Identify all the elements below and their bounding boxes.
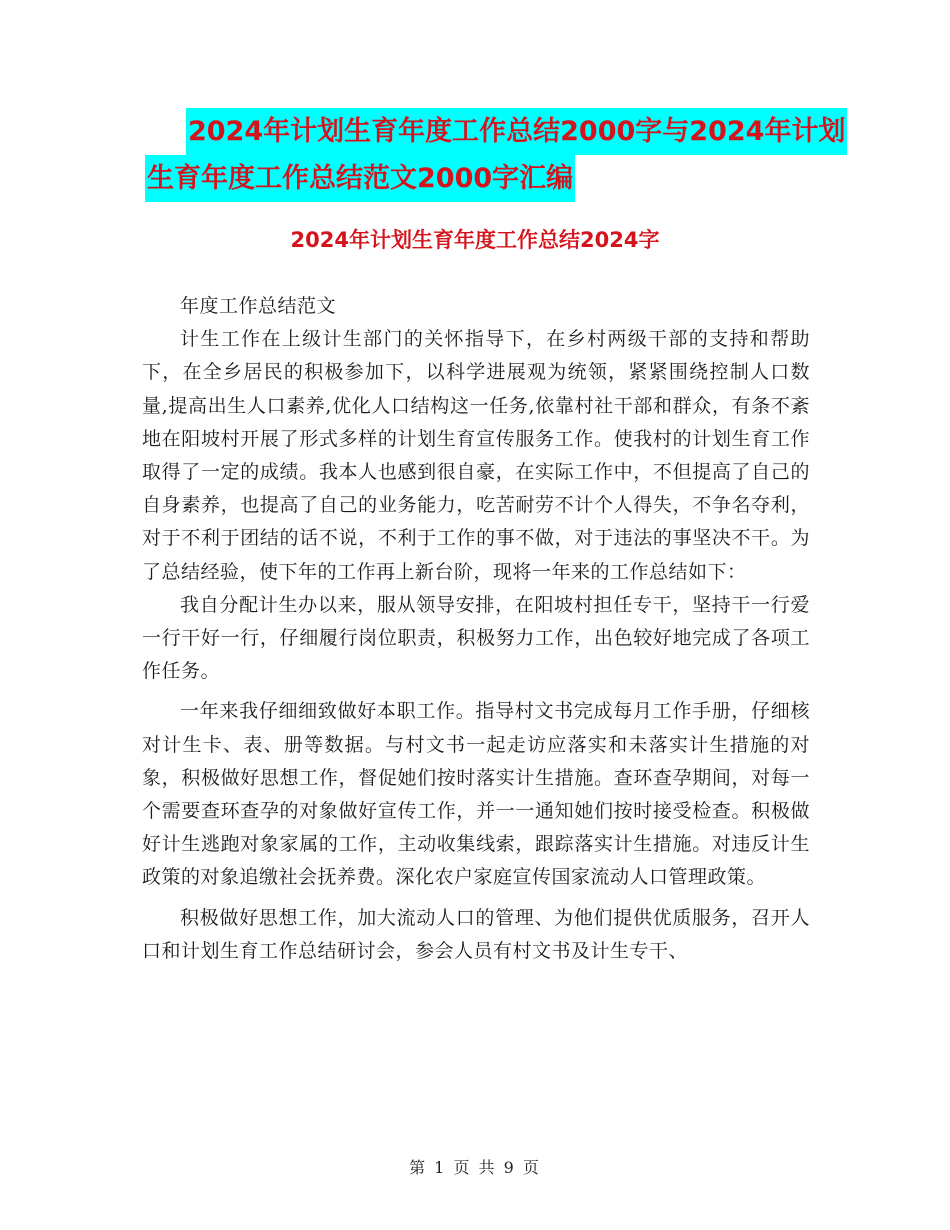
- paragraph: 计生工作在上级计生部门的关怀指导下，在乡村两级干部的支持和帮助下，在全乡居民的积极参加下，以科学进展观为统领，紧紧围绕控制人口数量,提高出生人口素养,优化人口结构这一任务,依靠村社干部和群众，有条不紊地在阳坡村开展了形式多样的计划生育宣传服务工作。使我村的计划生育工作取得了一定的成绩。我本人也感到很自豪，在实际工作中，不但提高了自己的自身素养，也提高了自己的业务能力，吃苦耐劳不计个人得失，不争名夺利，对于不利于团结的话不说，不利于工作的事不做，对于违法的事坚决不干。为了总结经验，使下年的工作再上新台阶，现将一年来的工作总结如下：: [142, 328, 810, 583]
- paragraph: 一年来我仔细细致做好本职工作。指导村文书完成每月工作手册，仔细核对计生卡、表、册等数据。与村文书一起走访应落实和未落实计生措施的对象，积极做好思想工作，督促她们按时落实计生措施。查环查孕期间，对每一个需要查环查孕的对象做好宣传工作，并一一通知她们按时接受检查。积极做好计生逃跑对象家属的工作，主动收集线索，跟踪落实计生措施。对违反计生政策的对象追缴社会抚养费。深化农户家庭宣传国家流动人口管理政策。: [142, 700, 810, 889]
- document-body: [142, 290, 810, 968]
- paragraph: 积极做好思想工作，加大流动人口的管理、为他们提供优质服务，召开人口和计划生育工作总结研讨会，参会人员有村文书及计生专干、: [142, 906, 810, 962]
- section-heading: 2024年计划生育年度工作总结2024字: [290, 228, 660, 252]
- paragraph: 我自分配计生办以来，服从领导安排，在阳坡村担任专干，坚持干一行爱一行干好一行，仔细履行岗位职责，积极努力工作，出色较好地完成了各项工作任务。: [142, 593, 810, 683]
- page-number-footer: 第 1 页 共 9 页: [409, 1158, 541, 1177]
- paragraph: 年度工作总结范文: [180, 295, 337, 317]
- title-line-1: 2024年计划生育年度工作总结2000字与2024年计划: [186, 108, 847, 155]
- document-title: [147, 108, 846, 202]
- title-line-2: 生育年度工作总结范文2000字汇编: [145, 155, 575, 202]
